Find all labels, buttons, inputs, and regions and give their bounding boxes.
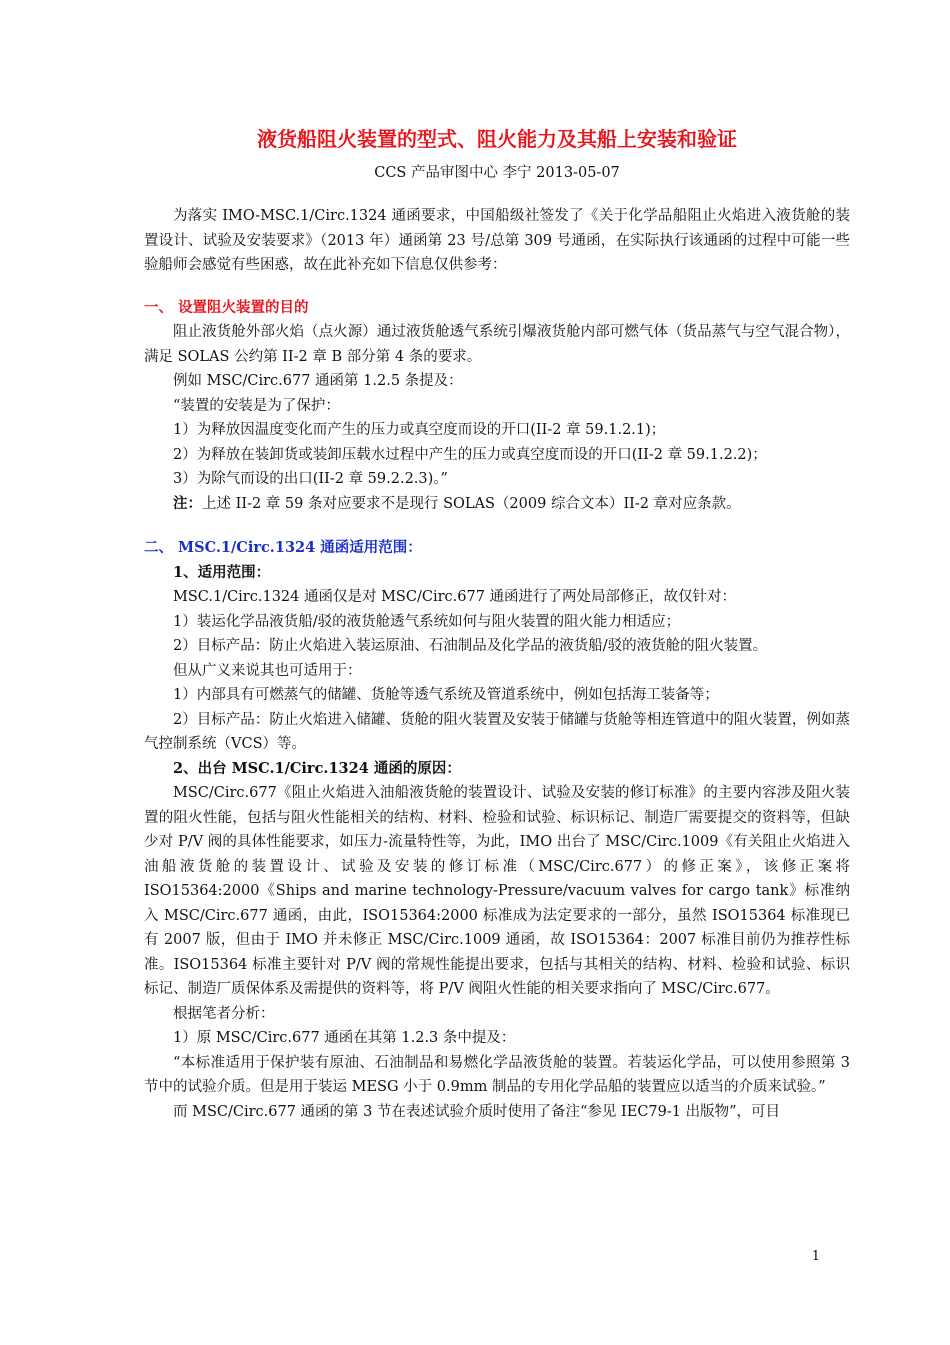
- section-1-heading: 一、 设置阻火装置的目的: [144, 298, 309, 316]
- section-2-broad-item-2: 2）目标产品：防止火焰进入储罐、货舱的阻火装置及安装于储罐与货舱等相连管道中的阻火装置，例如蒸气控制系统（VCS）等。: [144, 711, 850, 752]
- section-1-quote-open: “装置的安装是为了保护：: [173, 397, 340, 414]
- section-2-analysis: 根据笔者分析：: [173, 1005, 275, 1022]
- page-number: 1: [811, 1249, 820, 1264]
- section-1-paragraph-1: 阻止液货舱外部火焰（点火源）通过液货舱透气系统引爆液货舱内部可燃气体（货品蒸气与空气混合物），满足 SOLAS 公约第 II-2 章 B 部分第 4 条的要求。: [144, 324, 850, 365]
- section-2-heading: 二、 MSC.1/Circ.1324 通函适用范围：: [144, 539, 422, 556]
- section-2-sub1-item-2: 2）目标产品：防止火焰进入装运原油、石油制品及化学品的液货船/驳的液货舱的阻火装置。: [173, 638, 768, 654]
- section-1-paragraph-2: 例如 MSC/Circ.677 通函第 1.2.5 条提及：: [173, 373, 463, 389]
- document-title: 液货船阻火装置的型式、阻火能力及其船上安装和验证: [257, 127, 737, 151]
- page-content: [144, 122, 850, 1124]
- section-2-subheading-1: 1、适用范围：: [173, 563, 271, 581]
- section-1-item-1: 1）为释放因温度变化而产生的压力或真空度而设的开口(II-2 章 59.1.2.1)；: [173, 422, 666, 438]
- section-2-sub2-paragraph: MSC/Circ.677《阻止火焰进入油船液货舱的装置设计、试验及安装的修订标准》的主要内容涉及阻火装置的阻火性能，包括与阻火性能相关的结构、材料、检验和试验、标识标记、制造厂需要提交的资料等，但缺少对 P/V 阀的具体性能要求，如压力-流量特性等，为此，IMO 出台了 MSC/Circ.1009《有关阻止火焰进入油船液货舱的装置设计、试验及安装的修订标准（MSC/Circ.677）的修正案》，该修正案将 ISO15364:2000《Ships and marine technology-Pressure/vacuum valves for cargo tank》标准纳入 MSC/Circ.677 通函，由此，ISO15364:2000 标准成为法定要求的一部分，虽然 ISO15364 标准现已有 2007 版，但由于 IMO 并未修正 MSC/Circ.1009 通函，故 ISO15364：2007 标准目前仍为推荐性标准。ISO15364 标准主要针对 P/V 阀的常规性能提出要求，包括与其相关的结构、材料、检验和试验、标识标记、制造厂质保体系及需提供的资料等，将 P/V 阀阻火性能的相关要求指向了 MSC/Circ.677。: [144, 785, 850, 997]
- intro-paragraph: 为落实 IMO-MSC.1/Circ.1324 通函要求，中国船级社签发了《关于化学品船阻止火焰进入液货舱的装置设计、试验及安装要求》（2013 年）通函第 23 号/总第 309 号通函，在实际执行该通函的过程中可能一些验船师会感觉有些困惑，故在此补充如下信息仅供参考：: [144, 208, 850, 273]
- section-1-item-2: 2）为释放在装卸货或装卸压载水过程中产生的压力或真空度而设的开口(II-2 章 59.1.2.2)；: [173, 446, 767, 463]
- section-2-sub1-item-1: 1）装运化学品液货船/驳的液货舱透气系统如何与阻火装置的阻火能力相适应；: [173, 613, 681, 630]
- section-2-broad-paragraph: 但从广义来说其也可适用于：: [173, 662, 362, 679]
- section-2-broad-item-1: 1）内部具有可燃蒸气的储罐、货舱等透气系统及管道系统中，例如包括海工装备等；: [173, 687, 719, 703]
- note-label: 注：: [173, 494, 202, 512]
- section-2-last-paragraph: 而 MSC/Circ.677 通函的第 3 节在表述试验介质时使用了备注“参见 IEC79-1 出版物”，可目: [173, 1103, 781, 1120]
- section-1-item-3: 3）为除气而设的出口(II-2 章 59.2.2.3)。”: [173, 471, 448, 487]
- section-2-sub1-paragraph: MSC.1/Circ.1324 通函仅是对 MSC/Circ.677 通函进行了两处局部修正，故仅针对：: [173, 589, 737, 605]
- note-text: 上述 II-2 章 59 条对应要求不是现行 SOLAS（2009 综合文本）II-2 章对应条款。: [202, 495, 741, 512]
- section-2-quote: “本标准适用于保护装有原油、石油制品和易燃化学品液货舱的装置。若装运化学品，可以使用参照第 3 节中的试验介质。但是用于装运 MESG 小于 0.9mm 制品的专用化学品船的装置应以适当的介质来试验。”: [144, 1054, 850, 1095]
- author-line: CCS 产品审图中心 李宁 2013-05-07: [374, 165, 620, 181]
- section-2-analysis-item: 1）原 MSC/Circ.677 通函在其第 1.2.3 条中提及：: [173, 1030, 516, 1046]
- section-2-subheading-2: 2、出台 MSC.1/Circ.1324 通函的原因：: [173, 759, 461, 777]
- section-1-note: [144, 492, 850, 517]
